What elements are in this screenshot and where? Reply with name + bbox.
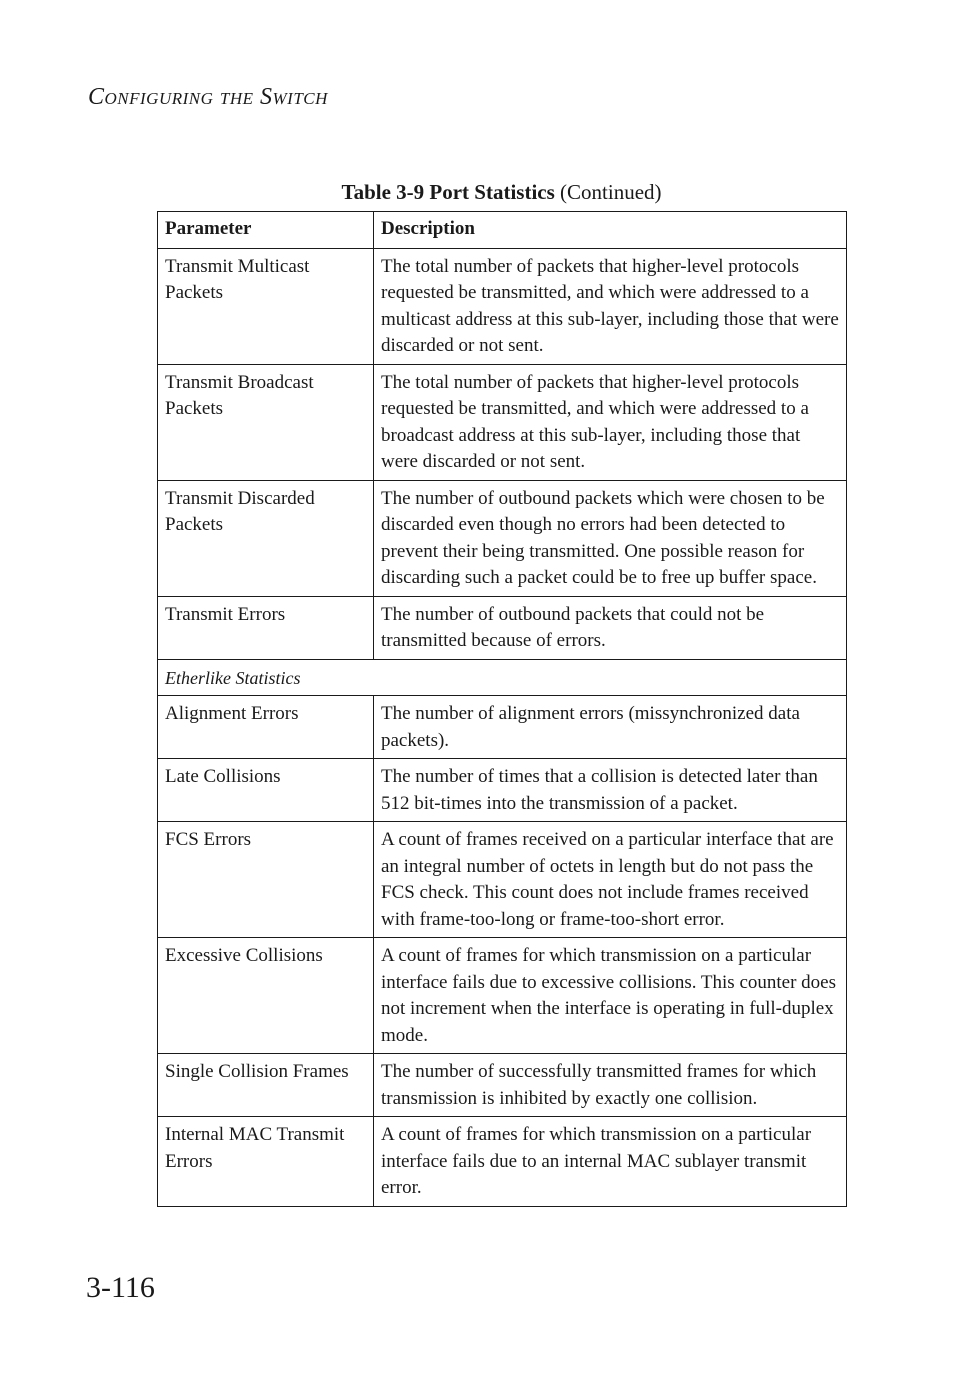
description-cell: A count of frames for which transmission on a particular interface fails due to an internal MAC sublayer transmit error.	[374, 1117, 847, 1207]
table-row	[158, 480, 847, 596]
table-row	[158, 596, 847, 659]
description-cell: A count of frames for which transmission on a particular interface fails due to excessive collisions. This counter does not increment when the interface is operating in full-duplex mode.	[374, 938, 847, 1054]
parameter-cell: Single Collision Frames	[158, 1054, 374, 1117]
table-header-row	[158, 212, 847, 249]
description-cell: The total number of packets that higher-level protocols requested be transmitted, and which were addressed to a broadcast address at this sub-layer, including those that were discarded or not sent.	[374, 364, 847, 480]
parameter-cell: Internal MAC Transmit Errors	[158, 1117, 374, 1207]
parameter-cell: Transmit Multicast Packets	[158, 248, 374, 364]
table-row	[158, 1117, 847, 1207]
table-caption-label: Table 3-9 Port Statistics	[341, 180, 555, 204]
description-cell: The number of outbound packets that could not be transmitted because of errors.	[374, 596, 847, 659]
table-row	[158, 696, 847, 759]
description-cell: The number of outbound packets which were chosen to be discarded even though no errors had been detected to prevent their being transmitted. One possible reason for discarding such a packet could be to free up buffer space.	[374, 480, 847, 596]
running-head: Configuring the Switch	[88, 84, 328, 110]
description-cell: The total number of packets that higher-level protocols requested be transmitted, and which were addressed to a multicast address at this sub-layer, including those that were discarded or not sent.	[374, 248, 847, 364]
column-header-parameter: Parameter	[158, 212, 374, 249]
table-row	[158, 1054, 847, 1117]
port-statistics-table	[157, 211, 847, 1207]
table-row	[158, 248, 847, 364]
table-caption	[157, 180, 846, 204]
parameter-cell: Transmit Broadcast Packets	[158, 364, 374, 480]
description-cell: The number of times that a collision is detected later than 512 bit-times into the transmission of a packet.	[374, 759, 847, 822]
parameter-cell: FCS Errors	[158, 822, 374, 938]
parameter-cell: Excessive Collisions	[158, 938, 374, 1054]
description-cell: The number of successfully transmitted frames for which transmission is inhibited by exactly one collision.	[374, 1054, 847, 1117]
parameter-cell: Transmit Errors	[158, 596, 374, 659]
description-cell: A count of frames received on a particular interface that are an integral number of octets in length but do not pass the FCS check. This count does not include frames received with frame-too-long or frame-too-short error.	[374, 822, 847, 938]
parameter-cell: Late Collisions	[158, 759, 374, 822]
table-row	[158, 822, 847, 938]
table-row	[158, 759, 847, 822]
table-row	[158, 364, 847, 480]
table-row	[158, 938, 847, 1054]
section-label: Etherlike Statistics	[158, 659, 847, 696]
description-cell: The number of alignment errors (missynchronized data packets).	[374, 696, 847, 759]
parameter-cell: Transmit Discarded Packets	[158, 480, 374, 596]
page-number: 3-116	[86, 1271, 155, 1304]
parameter-cell: Alignment Errors	[158, 696, 374, 759]
table-caption-suffix: (Continued)	[560, 180, 662, 204]
column-header-description: Description	[374, 212, 847, 249]
section-row	[158, 659, 847, 696]
